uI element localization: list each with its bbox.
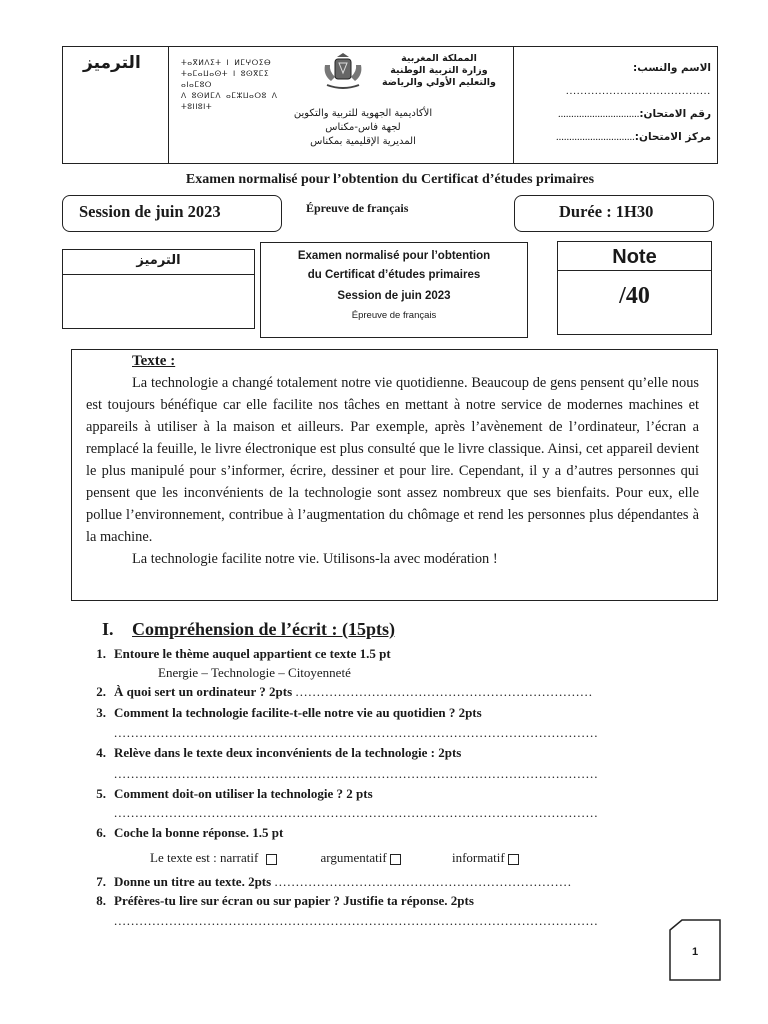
checkbox-narratif[interactable] <box>266 854 277 865</box>
question-6-options: Le texte est : narratif argumentatif informatif <box>150 850 519 866</box>
exam-center-field[interactable]: مركز الامتحان:.............................. <box>556 131 711 143</box>
info-line-4: Épreuve de français <box>351 310 437 321</box>
academy-arabic: الأكاديمية الجهوية للتربية والتكوين لجهة فاس-مكناس المديرية الإقليمية بمكناس <box>293 108 433 147</box>
text-heading: Texte : <box>132 353 176 369</box>
info-line-2: du Certificat d’études primaires <box>307 269 481 281</box>
answer-line-4[interactable]: .................................................................................................................. <box>114 766 599 781</box>
code-label: الترميز <box>83 53 141 73</box>
question-6: 6. Coche la bonne réponse. 1.5 pt <box>96 825 284 840</box>
text-paragraph-1: La technologie a changé totalement notre vie quotidienne. Beaucoup de gens pensent qu’elle nous est toujours bénéfique car elle facilite nos tâches en mettant à notre service de modernes machines et appareils à utiliser à la maison et ailleurs. Par exemple, après l’avènement de l’ordinateur, l’écran a remplacé la feuille, le livre électronique est plus consulté que le livre classique. Ainsi, cet appareil devient le plus manipulé pour s’informer, écrire, dessiner et pour lire. Cependant, il y a d’autres personnes qui pensent que les inconvénients de la technologie sont assez nombreux que ses bienfaits. Pour eux, elle pollue l’environnement, contribue à l’augmentation du chômage et rend les personnes plus dépendantes à la machine. <box>86 375 699 545</box>
question-1-options[interactable]: Energie – Technologie – Citoyenneté <box>158 665 351 680</box>
question-8: 8. Préfères-tu lire sur écran ou sur papier ? Justifie ta réponse. 2pts <box>96 893 474 908</box>
code-label-small: الترميز <box>136 253 181 268</box>
session-box: Session de juin 2023 <box>62 195 282 232</box>
answer-line-8[interactable]: .................................................................................................................. <box>114 913 599 928</box>
checkbox-informatif[interactable] <box>508 854 519 865</box>
answer-line-2[interactable]: ...................................................................... <box>295 684 593 699</box>
checkbox-argumentatif[interactable] <box>390 854 401 865</box>
question-3: 3. Comment la technologie facilite-t-elle notre vie au quotidien ? 2pts <box>96 705 482 720</box>
header-box <box>62 46 718 164</box>
ministry-arabic: المملكة المغربية وزارة التربية الوطنية والتعليم الأولي والرياضة <box>382 53 496 88</box>
question-7: 7. Donne un titre au texte. 2pts ...................................................................... <box>96 874 572 889</box>
exam-number-field[interactable]: رقم الامتحان:............................... <box>557 108 711 120</box>
exam-info-box <box>260 242 528 338</box>
name-field[interactable]: الاسم والنسب: <box>633 62 711 74</box>
epreuve-label: Épreuve de français <box>306 201 409 215</box>
section-title: Compréhension de l’écrit : (15pts) <box>132 619 395 639</box>
page-number: 1 <box>692 946 699 958</box>
tifinagh-ministry: ⵜⴰⴳⵍⴷⵉⵜ ⵏ ⵍⵎⵖⵔⵉⴱ ⵜⴰⵎⴰⵡⴰⵙⵜ ⵏ ⵓⵙⴳⵎⵉ ⴰⵏⴰⵎⵓⵔ ⴷ ⵓⵙⵍⵎⴷ ⴰⵎⵣⵡⴰⵔⵓ ⴷ ⵜⵓⵏⵏⵓⵏⵜ <box>181 58 278 111</box>
question-4: 4. Relève dans le texte deux inconvénients de la technologie : 2pts <box>96 745 462 760</box>
code-box <box>62 249 255 329</box>
question-5: 5. Comment doit-on utiliser la technologie ? 2 pts <box>96 786 373 801</box>
answer-line-7[interactable]: ...................................................................... <box>274 874 572 889</box>
kingdom-emblem-icon <box>321 53 365 93</box>
section-number: I. <box>102 619 114 639</box>
section-heading <box>102 619 395 640</box>
name-field-line[interactable]: ........................................ <box>566 86 711 97</box>
note-label: Note <box>612 246 657 268</box>
candidate-fields <box>521 57 711 149</box>
text-paragraph-2: La technologie facilite notre vie. Utilisons-la avec modération ! <box>132 551 498 567</box>
answer-line-3[interactable]: .................................................................................................................. <box>114 725 599 740</box>
note-box <box>557 241 712 335</box>
duree-box: Durée : 1H30 <box>514 195 714 232</box>
note-value[interactable]: /40 <box>619 283 650 309</box>
question-2: 2. À quoi sert un ordinateur ? 2pts ...................................................................... <box>96 684 593 699</box>
question-1: 1. Entoure le thème auquel appartient ce texte 1.5 pt <box>96 646 391 661</box>
info-line-1: Examen normalisé pour l’obtention <box>297 250 491 262</box>
reading-text-box <box>71 349 718 601</box>
answer-line-5[interactable]: .................................................................................................................. <box>114 805 599 820</box>
info-line-3: Session de juin 2023 <box>337 290 451 302</box>
exam-title: Examen normalisé pour l’obtention du Certificat d’études primaires <box>185 172 595 187</box>
